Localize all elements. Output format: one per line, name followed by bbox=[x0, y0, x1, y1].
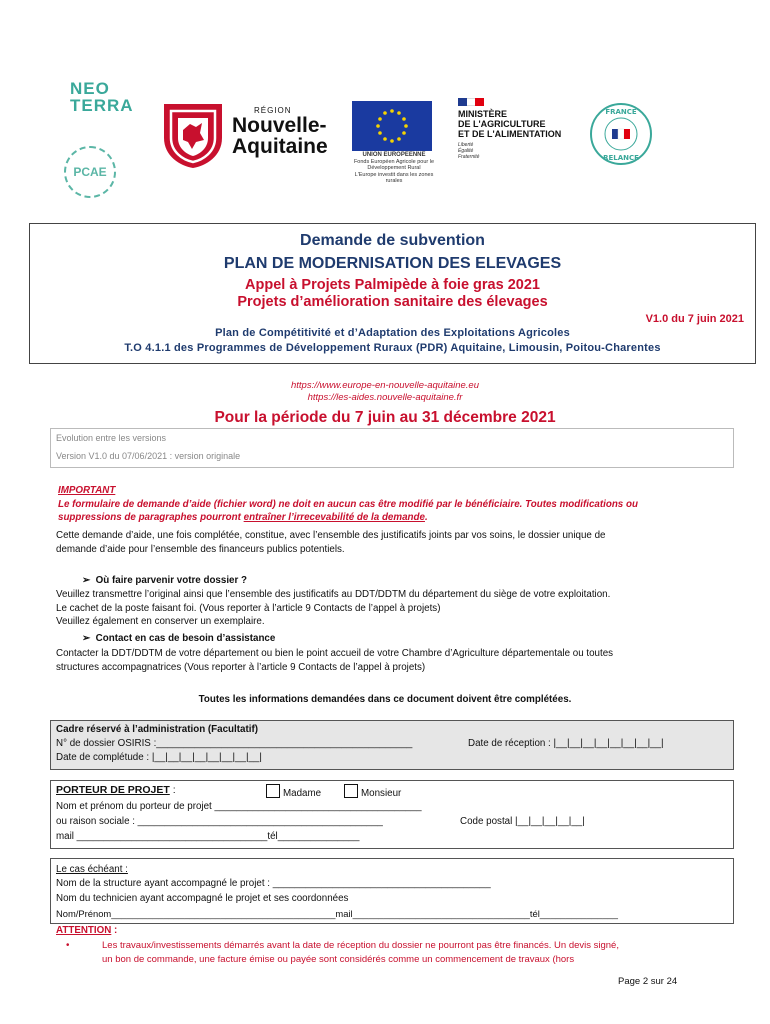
code-postal-field[interactable]: Code postal |__|__|__|__|__| bbox=[460, 816, 585, 827]
page-number: Page 2 sur 24 bbox=[618, 976, 678, 987]
admin-title: Cadre réservé à l’administration (Facultatif) bbox=[56, 724, 258, 735]
program-title: PLAN DE MODERNISATION DES ELEVAGES bbox=[223, 255, 562, 272]
date-completude-field[interactable]: Date de complétude : |__|__|__|__|__|__|__|__| bbox=[56, 752, 262, 763]
attention-label: ATTENTION : bbox=[56, 925, 118, 936]
cas-title: Le cas échéant : bbox=[56, 864, 128, 875]
version-label: V1.0 du 7 juin 2021 bbox=[645, 313, 744, 325]
attention-paragraph: Les travaux/investissements démarrés avant la date de réception du dossier ne pourront pas être financés. Un devis signé, un bon de commande, une facture émise ou payée sont considérés comme un commencement de travaux (hors bbox=[102, 940, 619, 965]
date-reception-field[interactable]: Date de réception : |__|__|__|__|__|__|__|__| bbox=[468, 738, 664, 749]
to-label: T.O 4.1.1 des Programmes de Développement Ruraux (PDR) Aquitaine, Limousin, Poitou-Charentes bbox=[124, 342, 661, 354]
important-block: IMPORTANT Le formulaire de demande d’aide (fichier word) ne doit en aucun cas être modifié par le bénéficiaire. Toutes modifications ou suppressions de paragraphes pourront entraîner l’irrecevabilité de la demande. bbox=[58, 485, 638, 523]
links-block bbox=[0, 380, 770, 404]
completion-notice: Toutes les informations demandées dans ce document doivent être complétées. bbox=[198, 694, 572, 705]
bullet-icon: • bbox=[66, 940, 70, 951]
region-nouvelle-aquitaine-wordmark: RÉGION Nouvelle- Aquitaine bbox=[232, 106, 328, 158]
contact-paragraph: Contacter la DDT/DDTM de votre département ou bien le point accueil de votre Chambre d’Agriculture départementale ou toutes structures accompagnatrices (Vous reporter à l’article 9 Contacts de l’appel à projets) bbox=[56, 648, 614, 673]
evolution-version: Version V1.0 du 07/06/2021 : version originale bbox=[56, 451, 241, 461]
svg-text:RELANCE: RELANCE bbox=[603, 154, 639, 162]
call-title: Appel à Projets Palmipède à foie gras 2021 bbox=[245, 277, 540, 293]
page-title: Demande de subvention bbox=[300, 232, 485, 249]
arrow-bullet-icon: ➢ bbox=[82, 633, 96, 644]
svg-text:FRANCE: FRANCE bbox=[605, 108, 637, 116]
ou-faire-heading: ➢ Où faire parvenir votre dossier ? bbox=[82, 575, 248, 586]
technicien-field[interactable]: Nom/Prénom___________________________________________mail__________________________________tél_______________ bbox=[56, 908, 618, 919]
ou-faire-paragraph: Veuillez transmettre l’original ainsi que l’ensemble des justificatifs au DDT/DDTM du département du siège de votre exploitation. Le cachet de la poste faisant foi. (Vous reporter à l’article 9 Contacts de l’appel à projets) Veuillez également en conserver un exemplaire. bbox=[56, 589, 611, 627]
monsieur-checkbox[interactable]: Monsieur bbox=[344, 784, 401, 801]
aides-link[interactable]: https://les-aides.nouvelle-aquitaine.fr bbox=[307, 392, 463, 403]
region-nouvelle-aquitaine-lion-icon bbox=[160, 100, 226, 170]
period-heading: Pour la période du 7 juin au 31 décembre 2021 bbox=[214, 409, 556, 426]
europe-link[interactable]: https://www.europe-en-nouvelle-aquitaine.eu bbox=[290, 380, 479, 391]
mail-tel-field[interactable]: mail ___________________________________tél_______________ bbox=[56, 831, 360, 842]
raison-sociale-field[interactable]: ou raison sociale : _____________________________________________ bbox=[56, 816, 383, 827]
checkbox-icon[interactable] bbox=[344, 784, 358, 798]
eu-flag-icon bbox=[352, 101, 432, 151]
france-relance-seal-icon bbox=[588, 101, 654, 167]
neo-terra-logo: NEO TERRA bbox=[70, 79, 134, 115]
arrow-bullet-icon: ➢ bbox=[82, 575, 96, 586]
ministere-agriculture-logo: MINISTÈRE DE L'AGRICULTURE ET DE L'ALIMENTATION Liberté Égalité Fraternité bbox=[458, 98, 561, 160]
osiris-field[interactable]: N° de dossier OSIRIS :_______________________________________________ bbox=[56, 738, 413, 749]
plan-label: Plan de Compétitivité et d’Adaptation des Exploitations Agricoles bbox=[215, 327, 570, 339]
evolution-title: Evolution entre les versions bbox=[56, 433, 167, 443]
contact-heading: ➢ Contact en cas de besoin d’assistance bbox=[82, 633, 276, 644]
technicien-label: Nom du technicien ayant accompagné le projet et ses coordonnées bbox=[56, 893, 349, 904]
structure-field[interactable]: Nom de la structure ayant accompagné le projet : ________________________________________ bbox=[56, 878, 491, 889]
porteur-nom-field[interactable]: Nom et prénom du porteur de projet ______________________________________ bbox=[56, 801, 422, 812]
madame-checkbox[interactable]: Madame bbox=[266, 784, 321, 801]
call-subtitle: Projets d’amélioration sanitaire des élevages bbox=[237, 294, 548, 310]
checkbox-icon[interactable] bbox=[266, 784, 280, 798]
eu-caption: UNION EUROPEENNE Fonds Européen Agricole pour le Développement Rural L'Europe investit dans les zones rurales bbox=[353, 152, 435, 184]
pcae-logo: PCAE bbox=[64, 146, 116, 198]
intro-paragraph: Cette demande d’aide, une fois complétée, constitue, avec l’ensemble des justificatifs joints par vos soins, le dossier unique de demande d’aide pour l’ensemble des financeurs publics potentiels. bbox=[56, 530, 606, 555]
porteur-title: PORTEUR DE PROJET : bbox=[56, 784, 176, 796]
french-flag-icon bbox=[458, 98, 484, 106]
